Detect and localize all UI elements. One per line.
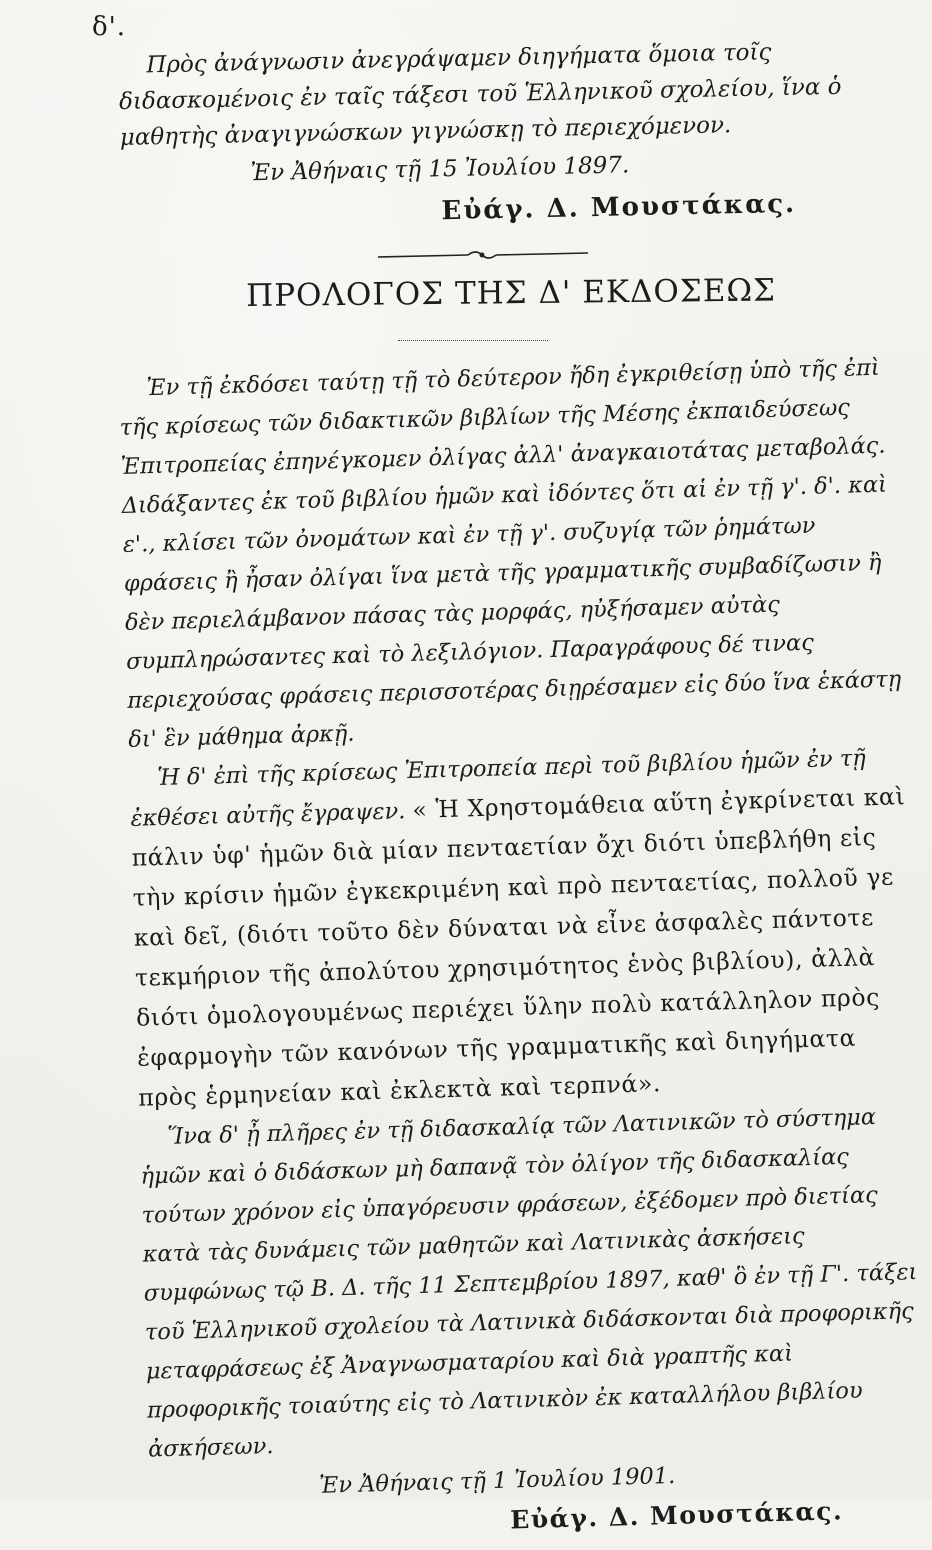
body-paragraph-3: Ἵνα δ' ᾖ πλῆρες ἐν τῇ διδασκαλίᾳ τῶν Λατινικῶν τὸ σύστημα ἡμῶν καὶ ὁ διδάσκων μὴ δαπανᾷ τὸν ὀλίγον τῆς διδασκαλίας τούτων χρόνον εἰς ὑπαγόρευσιν φράσεων, ἐξέδομεν πρὸ διετίας κατὰ τὰς δυνάμεις τῶν μαθητῶν καὶ Λατινικὰς ἀσκήσεις συμφώνως τῷ Β. Δ. τῆς 11 Σεπτεμβρίου 1897, καθ' ὃ ἐν τῇ Γ'. τάξει τοῦ Ἑλληνικοῦ σχολείου τὰ Λατινικὰ διδάσκονται διὰ προφορικῆς μεταφράσεως ἐξ Ἀναγνωσματαρίου καὶ διὰ γραπτῆς καὶ προφορικῆς τοιαύτης εἰς τὸ Λατινικὸν ἐκ καταλλήλου βιβλίου ἀσκήσεων. (140, 1104, 918, 1463)
intro-date: Ἐν Ἀθήναις τῇ 15 Ἰουλίου 1897. (250, 152, 630, 187)
body-paragraph-1: Ἐν τῇ ἐκδόσει ταύτῃ τῇ τὸ δεύτερον ἤδη ἐγκριθείσῃ ὑπὸ τῆς ἐπὶ τῆς κρίσεως τῶν διδακτικῶν βιβλίων τῆς Μέσης ἐκπαιδεύσεως Ἐπιτροπείας ἐπηνέγκομεν ὀλίγας ἀλλ' ἀναγκαιοτάτας μεταβολάς. Διδάξαντες ἐκ τοῦ βιβλίου ἡμῶν καὶ ἰδόντες ὅτι αἱ ἐν τῇ γ'. δ'. καὶ ε'., κλίσει τῶν ὀνομάτων καὶ ἐν τῇ γ'. συζυγίᾳ τῶν ῥημάτων φράσεις ἢ ἦσαν ὀλίγαι ἵνα μετὰ τῆς γραμματικῆς συμβαδίζωσιν ἢ δὲν περιελάμβανον πάσας τὰς μορφάς, ηὐξήσαμεν αὐτὰς συμπληρώσαντες καὶ τὸ λεξιλόγιον. Παραγράφους δέ τινας περιεχούσας φράσεις περισσοτέρας διῃρέσαμεν εἰς δύο ἵνα ἑκάστῃ δι' ἓν μάθημα ἀρκῇ. (119, 354, 902, 753)
body-paragraph-2 (129, 738, 914, 1118)
body-date: Ἐν Ἀθήναις τῇ 1 Ἰουλίου 1901. (318, 1462, 676, 1499)
committee-quote: « Ἡ Χρηστομάθεια αὕτη ἐγκρίνεται καὶ πάλιν ὑφ' ἡμῶν διὰ μίαν πενταετίαν ὄχι διότι ὑπεβλήθη εἰς τὴν κρίσιν ἡμῶν ἐγκεκριμένη καὶ πρὸ πενταετίας, πολλοῦ γε καὶ δεῖ, (διότι τοῦτο δὲν δύναται νὰ εἶνε ἀσφαλὲς πάντοτε τεκμήριον τῆς ἀπολύτου χρησιμότητος ἑνὸς βιβλίου), ἀλλὰ διότι ὁμολογουμένως περιέχει ὕλην πολὺ κατάλληλον πρὸς ἐφαρμογὴν τῶν κανόνων τῆς γραμματικῆς καὶ διηγήματα πρὸς ἑρμηνείαν καὶ ἐκλεκτὰ καὶ τερπνά». (131, 782, 906, 1112)
ornament-divider (378, 247, 588, 267)
heading-rule (398, 340, 548, 341)
preface-body (118, 348, 926, 1549)
page-number: δ'. (92, 12, 127, 42)
body-signature: Εὐάγ. Δ. Μουστάκας. (509, 1496, 844, 1535)
intro-section (118, 32, 902, 236)
intro-signature: Εὐάγ. Δ. Μουστάκας. (441, 188, 797, 227)
paragraph-2-lead: Ἡ δ' ἐπὶ τῆς κρίσεως Ἐπιτροπεία περὶ τοῦ βιβλίου ἡμῶν ἐν τῇ ἐκθέσει αὐτῆς ἔγραψεν. (130, 745, 867, 832)
section-heading: ΠΡΟΛΟΓΟΣ ΤΗΣ Δ' ΕΚΔΟΣΕΩΣ (246, 272, 777, 314)
intro-paragraph: Πρὸς ἀνάγνωσιν ἀνεγράψαμεν διηγήματα ὅμοια τοῖς διδασκομένοις ἐν ταῖς τάξεσι τοῦ Ἑλληνικοῦ σχολείου, ἵνα ὁ μαθητὴς ἀναγιγνώσκων γιγνώσκῃ τὸ περιεχόμενον. (118, 39, 842, 151)
